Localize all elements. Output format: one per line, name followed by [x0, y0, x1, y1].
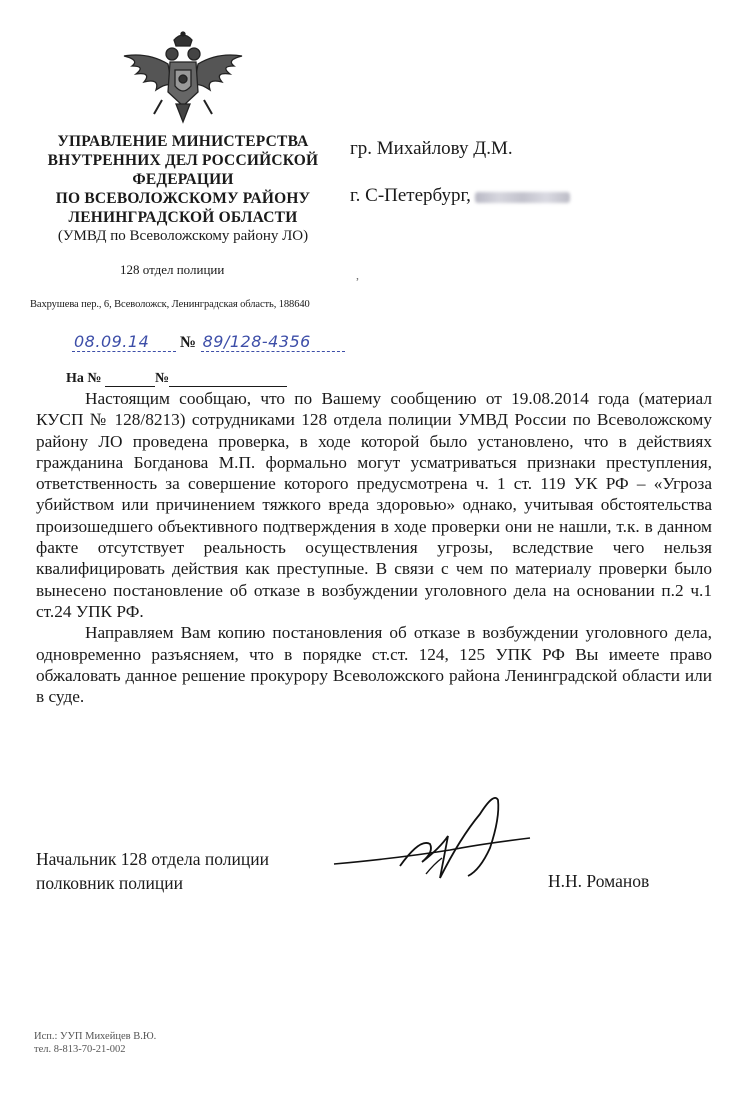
handwritten-signature	[330, 778, 540, 908]
org-line-2: ВНУТРЕННИХ ДЕЛ РОССИЙСКОЙ	[47, 152, 319, 169]
reply-separator: №	[154, 371, 170, 386]
redacted-address	[475, 192, 570, 203]
org-abbreviation: (УМВД по Всеволожскому району ЛО)	[57, 228, 309, 244]
executor-name: Исп.: УУП Михейцев В.Ю.	[34, 1031, 157, 1042]
outgoing-date: 08.09.14	[72, 332, 176, 352]
organization-header	[28, 132, 338, 246]
executor-phone: тел. 8-813-70-21-002	[34, 1044, 126, 1055]
signatory-position: Начальник 128 отдела полиции	[36, 849, 269, 869]
recipient-address	[350, 185, 570, 207]
outgoing-reference	[72, 332, 345, 352]
org-line-1: УПРАВЛЕНИЕ МИНИСТЕРСТВА	[57, 133, 309, 150]
organization-address: Вахрушева пер., 6, Всеволожск, Ленинградская область, 188640	[30, 299, 310, 310]
org-line-3: ФЕДЕРАЦИИ	[132, 171, 234, 188]
reply-number-blank	[105, 386, 155, 387]
recipient-name: гр. Михайлову Д.М.	[350, 138, 513, 159]
reply-label: На №	[66, 371, 102, 386]
number-sign: №	[180, 334, 197, 351]
body-paragraph-2: Направляем Вам копию постановления об отказе в возбуждении уголовного дела, одновременно разъясняем, что в порядке ст.ст. 124, 125 УПК РФ Вы имеете право обжаловать данное решение прокурору Всеволожского района Ленинградской области или в суде.	[36, 623, 712, 707]
signatory-title	[36, 847, 269, 895]
reply-reference	[66, 371, 287, 387]
executor-info	[34, 1030, 156, 1056]
department-name: 128 отдел полиции	[120, 262, 225, 277]
letter-body	[36, 388, 712, 707]
reply-date-blank	[169, 386, 287, 387]
body-paragraph-1: Настоящим сообщаю, что по Вашему сообщению от 19.08.2014 года (материал КУСП № 128/8213) сотрудниками 128 отдела полиции УМВД России по Всеволожскому району ЛО проведена проверка, в ходе которой было установлено, что в действиях гражданина Богданова М.П. формально могут усматриваться признаки преступления, ответственность за совершение которого предусмотрена ч. 1 ст. 119 УК РФ – «Угроза убийством или причинением тяжкого вреда здоровью» однако, учитывая обстоятельства произошедшего объективного подтверждения в ходе проверки они не нашли, т.к. в данном факте отсутствует реальность осуществления угрозы, вследствие чего нельзя квалифицировать действия как преступные. В связи с чем по материалу проверки было вынесено постановление об отказе в возбуждении уголовного дела на основании п.2 ч.1 ст.24 УПК РФ.	[36, 389, 712, 621]
mvd-emblem-icon	[118, 30, 248, 130]
recipient-city: г. С-Петербург,	[350, 185, 471, 206]
org-line-4: ПО ВСЕВОЛОЖСКОМУ РАЙОНУ	[55, 190, 311, 207]
margin-mark: ,	[356, 268, 359, 282]
outgoing-number: 89/128-4356	[201, 332, 345, 352]
signatory-rank: полковник полиции	[36, 873, 183, 893]
org-line-5: ЛЕНИНГРАДСКОЙ ОБЛАСТИ	[68, 209, 298, 226]
signatory-name: Н.Н. Романов	[548, 871, 650, 891]
